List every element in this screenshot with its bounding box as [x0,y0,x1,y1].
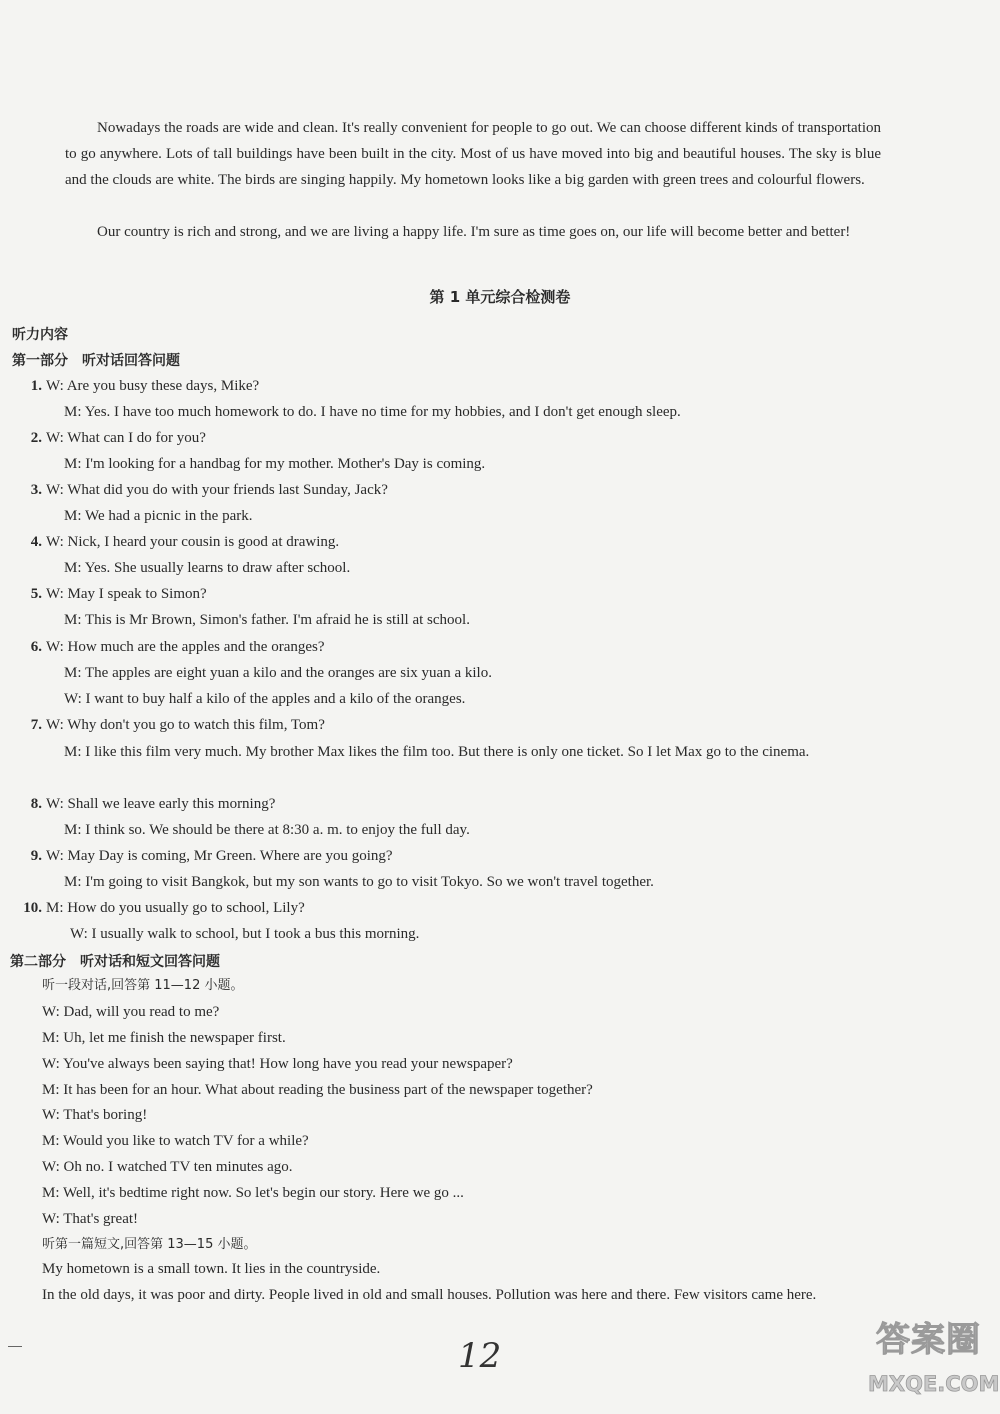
conversation-line-8: M: Well, it's bedtime right now. So let's begin our story. Here we go ... [42,1185,464,1201]
dialogue-8-line-2: M: I think so. We should be there at 8:30 a. m. to enjoy the full day. [64,822,470,838]
conversation-line-3: W: You've always been saying that! How long have you read your newspaper? [42,1056,513,1072]
question-number: 9. [30,848,42,864]
part1-title: 听对话回答问题 [82,353,180,369]
dialogue-10-line-2: W: I usually walk to school, but I took a bus this morning. [70,926,420,942]
watermark [868,1312,1000,1408]
dialogue-7-line-2: M: I like this film very much. My brother Max likes the film too. But there is only one ticket. So I let Max go to the cinema. [64,744,810,760]
dialogue-7-line-1: 7. W: Why don't you go to watch this film, Tom? [14,712,325,738]
conversation-line-6: M: Would you like to watch TV for a while? [42,1133,309,1149]
intro-paragraph-1: Nowadays the roads are wide and clean. It's really convenient for people to go out. We can choose different kinds of transportation to go anywhere. Lots of tall buildings have been built in the city. Most of us have moved into big and beautiful houses. The sky is blue and the clouds are white. The birds are singing happily. My hometown looks like a big garden with green trees and colourful flowers. [65,120,881,188]
dialogue-9-line-2: M: I'm going to visit Bangkok, but my son wants to go to visit Tokyo. So we won't travel together. [64,874,654,890]
question-number: 10. [23,900,42,916]
dialogue-5-line-1: 5. W: May I speak to Simon? [14,581,207,607]
part2-label: 第二部分 [10,954,66,970]
dialogue-6-line-1: 6. W: How much are the apples and the oranges? [14,634,325,660]
conversation-line-2: M: Uh, let me finish the newspaper first. [42,1030,286,1046]
dialogue-6-line-3: W: I want to buy half a kilo of the apples and a kilo of the oranges. [64,691,466,707]
dialogue-10-line-1: 10. M: How do you usually go to school, Lily? [14,895,305,921]
passage-line-2: In the old days, it was poor and dirty. People lived in old and small houses. Pollution was here and there. Few visitors came here. [42,1287,817,1303]
intro-paragraph-2: Our country is rich and strong, and we are living a happy life. I'm sure as time goes on, our life will become better and better! [97,224,851,240]
instruction-2: 听第一篇短文,回答第 13—15 小题。 [42,1237,257,1252]
part1-label: 第一部分 [12,353,68,369]
dialogue-3-line-2: M: We had a picnic in the park. [64,508,253,524]
dialogue-4-line-2: M: Yes. She usually learns to draw after school. [64,560,351,576]
question-number: 4. [30,534,42,550]
question-number: 7. [30,717,42,733]
question-number: 3. [30,482,42,498]
dialogue-5-line-2: M: This is Mr Brown, Simon's father. I'm afraid he is still at school. [64,612,470,628]
dialogue-8-line-1: 8. W: Shall we leave early this morning? [14,791,275,817]
page-number: 12 [458,1336,502,1376]
passage-line-1: My hometown is a small town. It lies in the countryside. [42,1261,381,1277]
question-number: 8. [30,796,42,812]
conversation-line-4: M: It has been for an hour. What about reading the business part of the newspaper together? [42,1082,593,1098]
question-number: 5. [30,586,42,602]
section-title: 第 1 单元综合检测卷 [429,288,571,306]
part1-heading [12,350,180,370]
conversation-line-1: W: Dad, will you read to me? [42,1004,220,1020]
watermark-logo: 答案圈 [876,1320,981,1360]
part2-title: 听对话和短文回答问题 [80,954,220,970]
part2-heading [10,951,220,971]
dialogue-9-line-1: 9. W: May Day is coming, Mr Green. Where are you going? [14,843,393,869]
dialogue-1-line-2: M: Yes. I have too much homework to do. I have no time for my hobbies, and I don't get enough sleep. [64,404,681,420]
conversation-line-5: W: That's boring! [42,1107,148,1123]
question-number: 6. [30,639,42,655]
instruction-1: 听一段对话,回答第 11—12 小题。 [42,978,244,993]
conversation-line-7: W: Oh no. I watched TV ten minutes ago. [42,1159,293,1175]
question-number: 1. [30,378,42,394]
question-number: 2. [30,430,42,446]
dialogue-1-line-1: 1. W: Are you busy these days, Mike? [14,373,259,399]
watermark-url: MXQE.COM [868,1372,1000,1396]
dialogue-4-line-1: 4. W: Nick, I heard your cousin is good at drawing. [14,529,339,555]
conversation-line-9: W: That's great! [42,1211,139,1227]
margin-mark [8,1346,22,1347]
listening-heading: 听力内容 [12,327,68,343]
dialogue-2-line-1: 2. W: What can I do for you? [14,425,206,451]
dialogue-6-line-2: M: The apples are eight yuan a kilo and the oranges are six yuan a kilo. [64,665,492,681]
dialogue-2-line-2: M: I'm looking for a handbag for my mother. Mother's Day is coming. [64,456,486,472]
dialogue-3-line-1: 3. W: What did you do with your friends last Sunday, Jack? [14,477,388,503]
